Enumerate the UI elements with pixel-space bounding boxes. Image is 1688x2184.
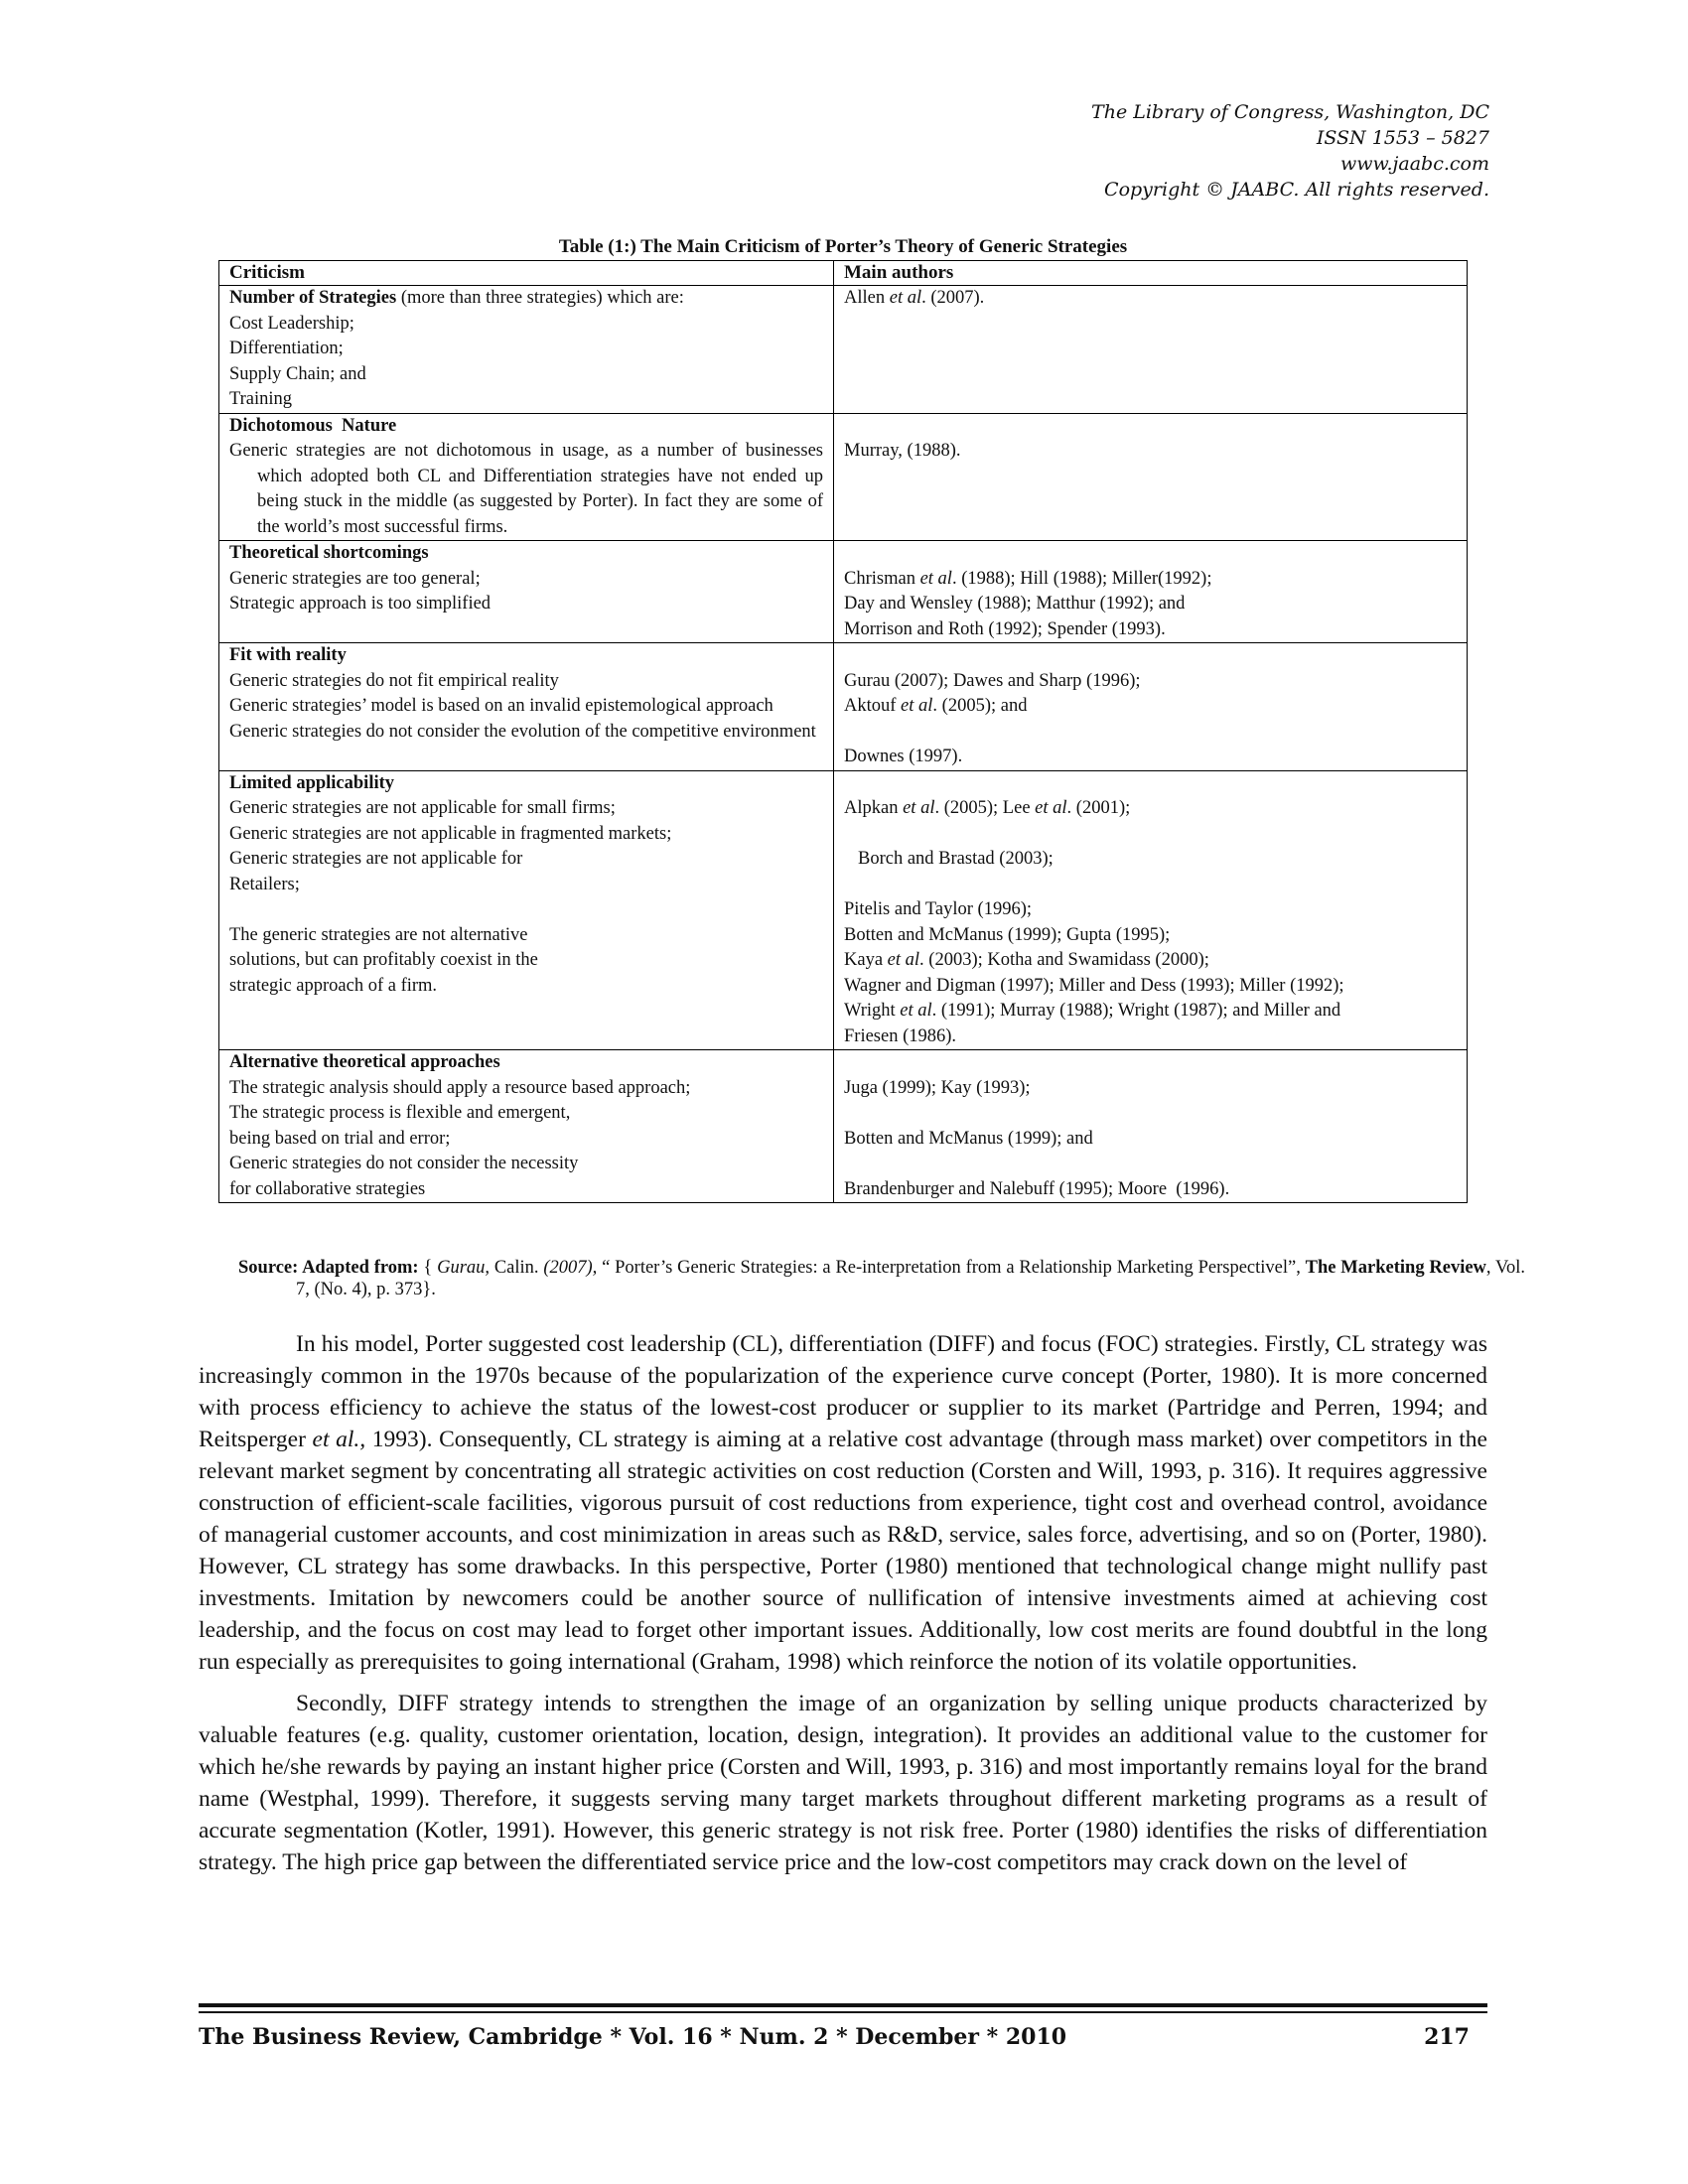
table-row [219,541,1468,643]
paragraph-text: In his model, Porter suggested cost leadership (CL), differentiation (DIFF) and focus (FOC) strategies. Firstly, CL strategy was increasingly common in the 1970s because of the popularization of the experience curve concept (Porter, 1980). It is more concerned with process efficiency to achieve the status of the lowest-cost producer or supplier to its market (Partridge and Perren, 1994; and Reitsperger [199,1331,1487,1452]
source-text: { [418,1258,438,1278]
table-header-row [219,261,1468,286]
author-text: Wagner and Digman (1997); Miller and Dess (1993); Miller (1992); [844,975,1344,996]
authors-cell [834,286,1468,414]
source-text: , Vol. 7, (No. 4), p. 373}. [296,1258,1525,1299]
list-item: Differentiation; [229,339,344,358]
criticism-text: The strategic process is flexible and emergent, [229,1103,571,1123]
et-al: et al [903,798,935,818]
row-title-suffix: (more than three strategies) which are: [396,288,684,308]
table-row [219,413,1468,541]
criticism-text: Retailers; [229,874,300,894]
page-number: 217 [1424,2024,1470,2050]
column-header-authors: Main authors [834,261,1468,286]
column-header-criticism: Criticism [219,261,834,286]
author-text: Botten and McManus (1999); and [844,1128,1093,1149]
header-website: www.jaabc.com [1339,153,1489,175]
et-al: et al [900,1001,932,1021]
criticism-text: Generic strategies do not consider the evolution of the competitive environment [229,721,816,742]
table-source-note [238,1257,1525,1300]
paragraph [199,1328,1487,1678]
row-title: Dichotomous Nature [229,415,397,436]
table-row [219,770,1468,1050]
authors-cell [834,643,1468,771]
criticism-text: Generic strategies are not applicable in fragmented markets; [229,823,672,844]
criticism-text: The strategic analysis should apply a resource based approach; [229,1077,691,1098]
criticism-text: Generic strategies are not applicable for [229,849,523,869]
table-caption: Table (1:) The Main Criticism of Porter’s Theory of Generic Strategies [558,236,1128,257]
et-al: et al [1035,798,1067,818]
criticism-text: for collaborative strategies [229,1178,426,1199]
criticism-table [218,260,1468,1203]
criticism-text: Generic strategies’ model is based on an invalid epistemological approach [229,696,774,716]
journal-header [1091,99,1489,203]
criticism-cell [219,770,834,1050]
authors-cell [834,413,1468,541]
criticism-text: being based on trial and error; [229,1128,451,1149]
author-text: Day and Wensley (1988); Matthur (1992); and [844,594,1186,614]
author-text: Brandenburger and Nalebuff (1995); Moore (1996). [844,1178,1230,1199]
row-title: Fit with reality [229,645,347,665]
author-text: . (2005); Lee [934,798,1036,818]
author-text: Kaya [844,950,888,970]
header-issn: ISSN 1553 – 5827 [1316,127,1489,149]
row-title: Theoretical shortcomings [229,543,429,563]
author-text: . (1988); Hill (1988); Miller(1992); [951,568,1212,589]
source-author: Gurau, [437,1258,491,1278]
list-item: Training [229,389,293,409]
footer-rule-thin [199,2011,1487,2013]
list-item: Cost Leadership; [229,313,354,334]
author-text: Murray, (1988). [844,441,961,461]
author-text: Wright [844,1001,901,1021]
author-text: Juga (1999); Kay (1993); [844,1077,1031,1098]
criticism-text: Generic strategies are not dichotomous in usage, as a number of businesses which adopted both CL and Differentiation strategies have not ended up being stuck in the middle (as suggested by Porter). In fact they are some of the world’s most successful firms. [229,441,823,537]
author-text: . (2007). [921,288,985,308]
footer-rule-thick [199,2003,1487,2007]
criticism-text: Generic strategies do not fit empirical reality [229,670,559,691]
criticism-text: The generic strategies are not alternative [229,924,528,945]
source-label: Source: Adapted from: [238,1258,419,1278]
et-al: et al [919,568,952,589]
criticism-text: Generic strategies are not applicable for small firms; [229,798,616,818]
author-text: Gurau (2007); Dawes and Sharp (1996); [844,670,1141,691]
paragraph-text: 1993). Consequently, CL strategy is aiming at a relative cost advantage (through mass market) over competitors in the relevant market segment by concentrating all strategic activities on cost reduction (Corsten and Will, 1993, p. 316). It requires aggressive construction of efficient-scale facilities, vigorous pursuit of cost reductions from experience, tight cost and overhead control, avoidance of managerial customer accounts, and cost minimization in areas such as R&D, service, sales force, advertising, and so on (Porter, 1980). However, CL strategy has some drawbacks. In this perspective, Porter (1980) mentioned that technological change might nullify past investments. Imitation by newcomers could be another source of nullification of intensive investments aimed at achieving cost leadership, and the focus on cost may lead to forget other important issues. Additionally, low cost merits are found doubtful in the long run especially as prerequisites to going international (Graham, 1998) which reinforce the notion of its volatile opportunities. [199,1427,1487,1675]
author-text: . (2003); Kotha and Swamidass (2000); [919,950,1209,970]
author-text: Downes (1997). [844,747,963,766]
header-library: The Library of Congress, Washington, DC [1091,101,1489,123]
row-title: Alternative theoretical approaches [229,1052,500,1072]
author-text: Aktouf [844,696,902,716]
table-row [219,286,1468,414]
author-text: . (2005); and [932,696,1028,716]
article-body [199,1328,1487,1888]
source-text: “ Porter’s Generic Strategies: a Re-interpretation from a Relationship Marketing Perspectivel”, [597,1258,1306,1278]
criticism-text: strategic approach of a firm. [229,975,438,996]
source-journal: The Marketing Review [1305,1258,1486,1278]
criticism-cell [219,413,834,541]
author-text: Chrisman [844,568,920,589]
author-text: Allen [844,288,890,308]
authors-cell [834,770,1468,1050]
authors-cell [834,1050,1468,1203]
author-text: . (1991); Murray (1988); Wright (1987); and Miller and [931,1001,1341,1021]
criticism-cell [219,1050,834,1203]
criticism-text: solutions, but can profitably coexist in the [229,950,538,970]
criticism-cell [219,541,834,643]
authors-cell [834,541,1468,643]
list-item: Strategic approach is too simplified [229,594,492,614]
author-text: . (2001); [1066,798,1131,818]
author-text: Borch and Brastad (2003); [858,849,1054,869]
et-al: et al., [312,1427,366,1452]
source-text: Calin. [490,1258,544,1278]
author-text: Pitelis and Taylor (1996); [844,899,1032,919]
table-row [219,1050,1468,1203]
author-text: Friesen (1986). [844,1025,957,1046]
paragraph: Secondly, DIFF strategy intends to strengthen the image of an organization by selling unique products characterized by valuable features (e.g. quality, customer orientation, location, design, integration). It provides an additional value to the customer for which he/she rewards by paying an instant higher price (Corsten and Will, 1993, p. 316) and most importantly remains loyal for the brand name (Westphal, 1999). Therefore, it suggests serving many target markets throughout different marketing programs as a result of accurate segmentation (Kotler, 1991). However, this generic strategy is not risk free. Porter (1980) identifies the risks of differentiation strategy. The high price gap between the differentiated service price and the low-cost competitors may crack down on the level of [199,1691,1487,1875]
criticism-cell [219,286,834,414]
et-al: et al [887,950,920,970]
list-item: Supply Chain; and [229,363,366,384]
table-row [219,643,1468,771]
et-al: et al [889,288,922,308]
author-text: Botten and McManus (1999); Gupta (1995); [844,924,1171,945]
row-title: Limited applicability [229,772,395,793]
author-text: Alpkan [844,798,904,818]
criticism-cell [219,643,834,771]
source-year: (2007), [543,1258,598,1278]
header-copyright: Copyright © JAABC. All rights reserved. [1104,179,1489,201]
et-al: et al [901,696,933,716]
author-text: Morrison and Roth (1992); Spender (1993). [844,618,1166,639]
footer-journal: The Business Review, Cambridge * Vol. 16 * Num. 2 * December * 2010 [199,2024,1067,2050]
row-title: Number of Strategies [229,288,397,308]
list-item: Generic strategies are too general; [229,568,481,589]
criticism-text: Generic strategies do not consider the necessity [229,1154,579,1173]
